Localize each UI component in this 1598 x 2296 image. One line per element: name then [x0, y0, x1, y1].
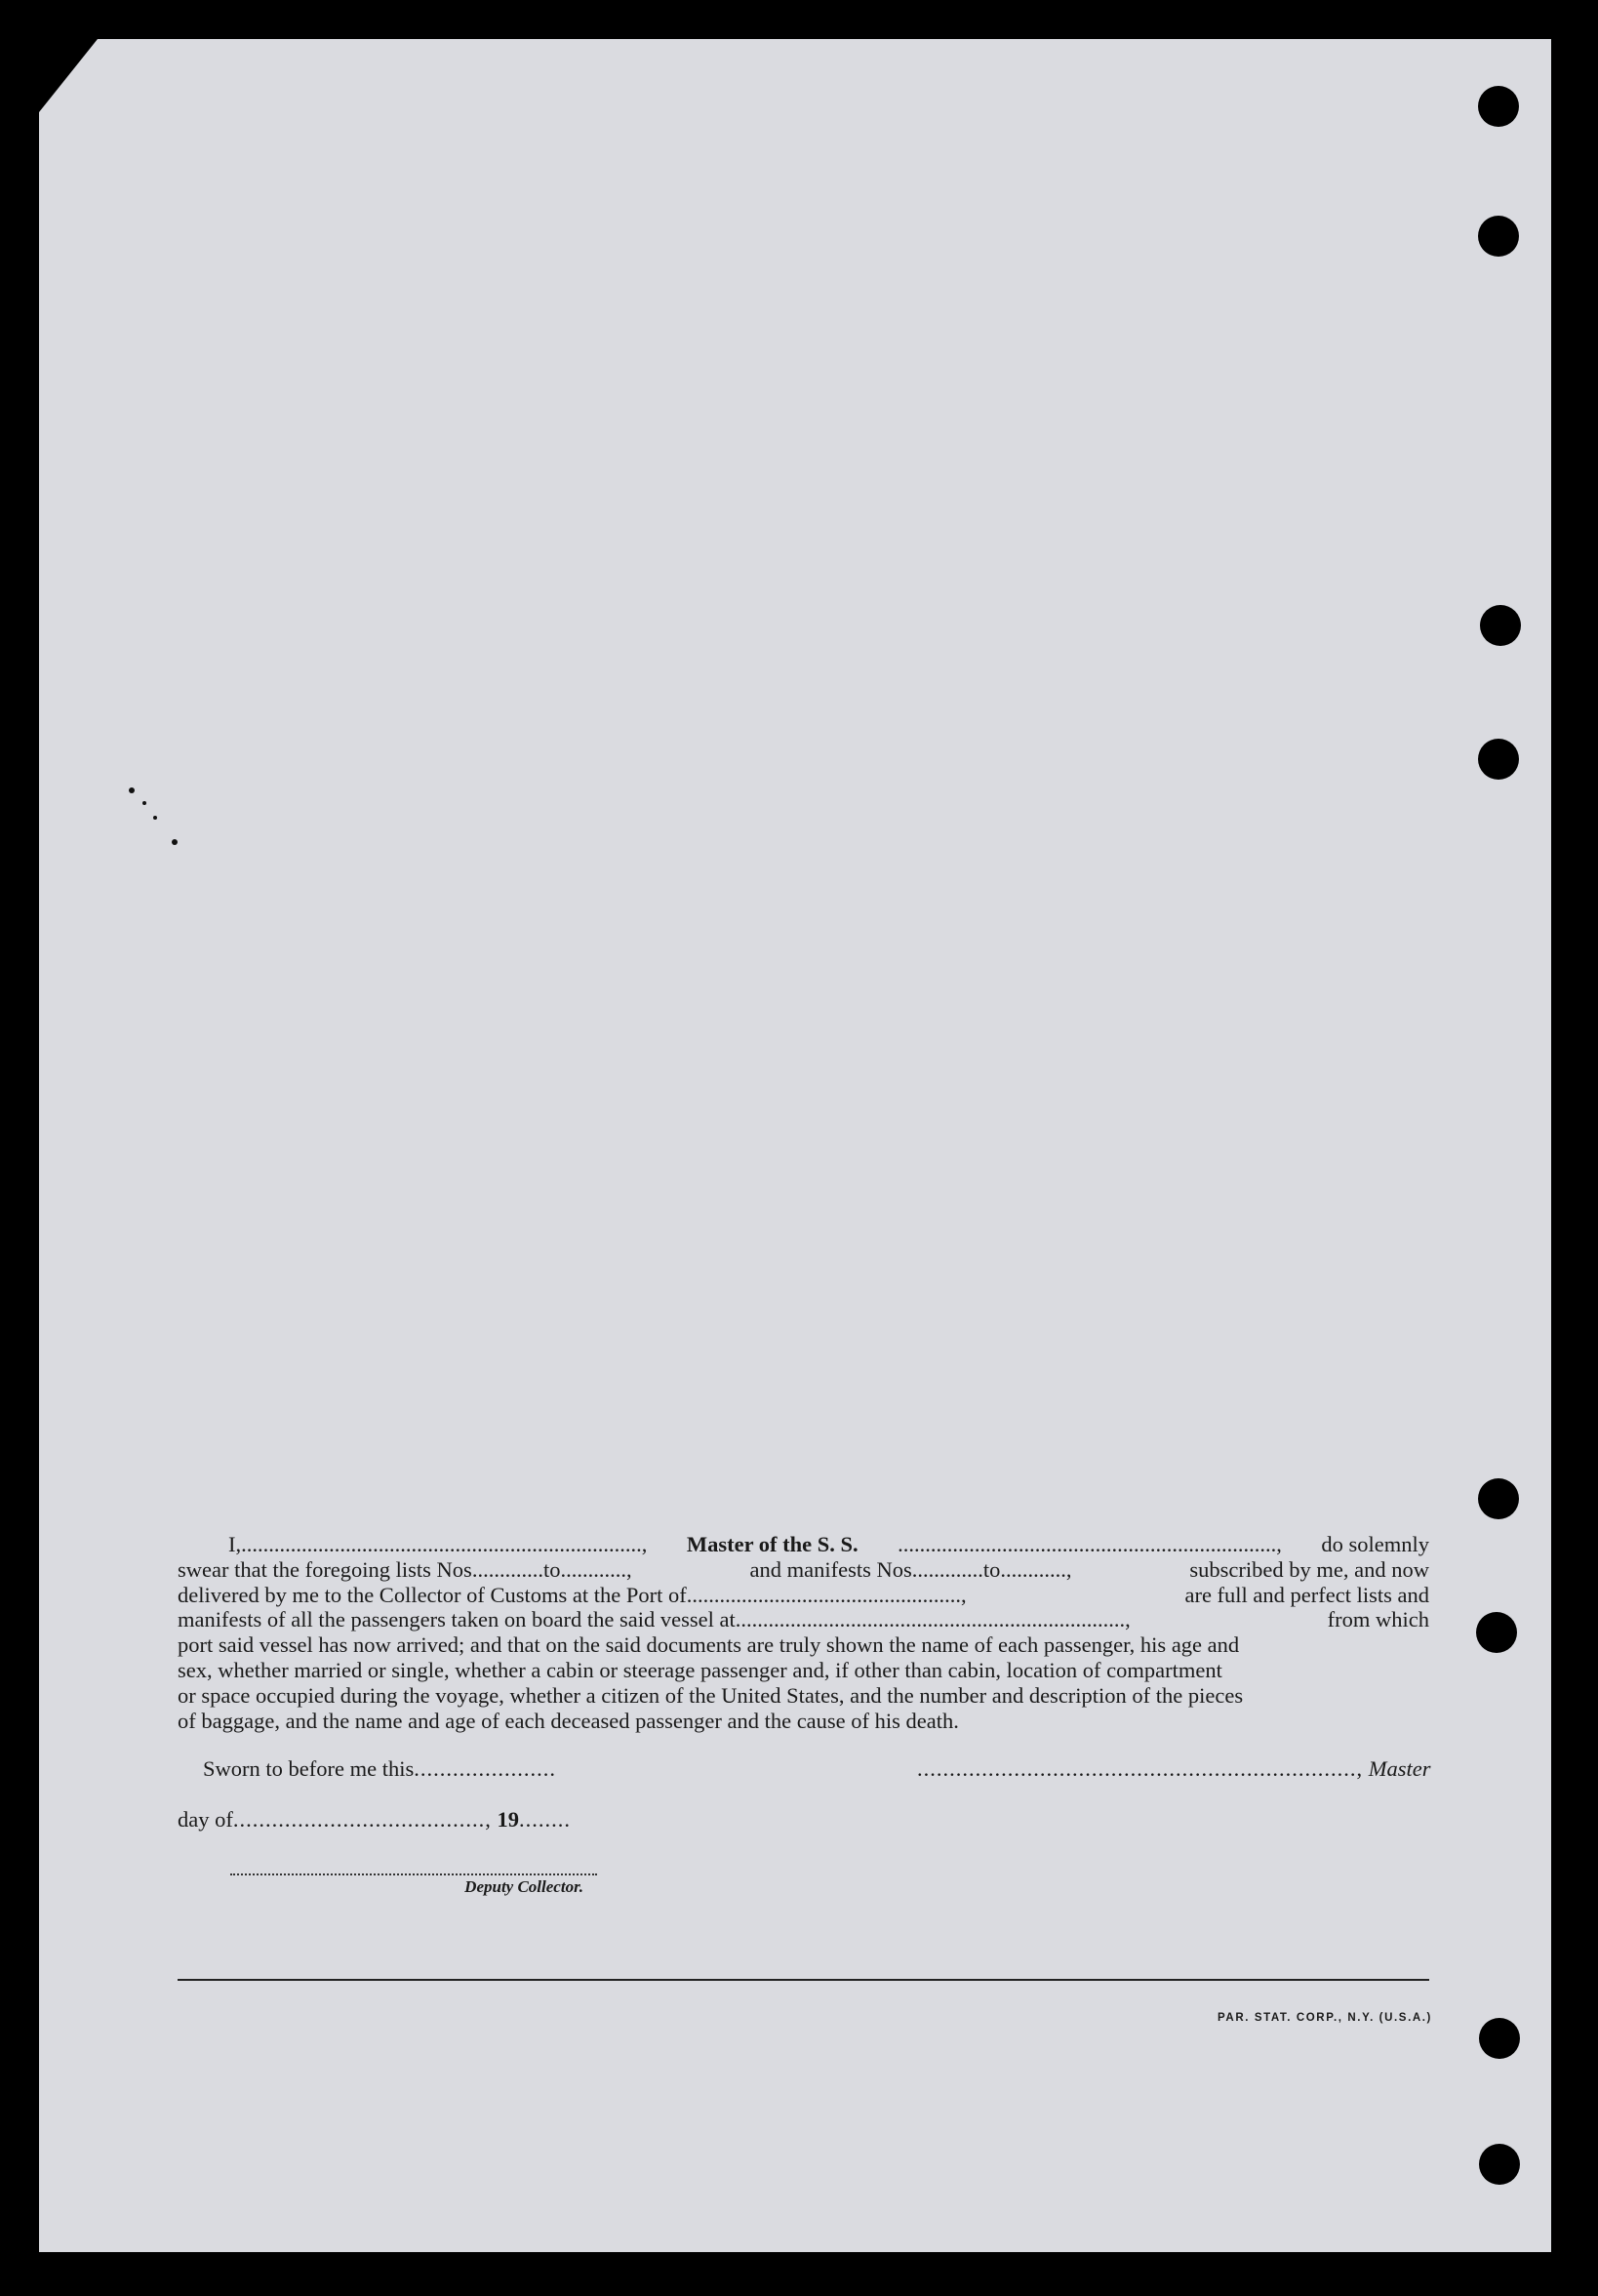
printer-imprint: PAR. STAT. CORP., N.Y. (U.S.A.) [1218, 2012, 1432, 2024]
oath-text: or space occupied during the voyage, whether a citizen of the United States, and the number and description of the pieces [178, 1682, 1244, 1708]
sworn-label: Sworn to before me this [203, 1756, 415, 1781]
oath-blank-name: I,........................................................................., [228, 1532, 648, 1556]
oath-text: from which [1327, 1607, 1429, 1632]
oath-text: sex, whether married or single, whether a cabin or steerage passenger and, if other than cabin, location of compartment [178, 1657, 1222, 1682]
day-of-line [178, 1807, 571, 1833]
oath-text: delivered by me to the Collector of Customs at the Port of.................................................., [178, 1582, 967, 1607]
binder-hole-8 [1479, 2144, 1520, 2185]
oath-text: swear that the foregoing lists Nos.............to............, [178, 1556, 632, 1582]
master-signature-blank: ...................................................................., [917, 1756, 1364, 1781]
masters-oath [178, 1532, 1429, 1733]
master-label: Master [1368, 1756, 1431, 1781]
specks [129, 787, 135, 793]
oath-line-4 [178, 1607, 1429, 1632]
oath-blank-vessel: ....................................................................., [898, 1532, 1282, 1556]
sworn-line [203, 1756, 556, 1782]
oath-text: and manifests Nos.............to............, [749, 1556, 1072, 1582]
year-prefix: 19 [497, 1807, 519, 1832]
binder-hole-7 [1479, 2018, 1520, 2059]
oath-line-3 [178, 1583, 1429, 1608]
binder-hole-4 [1478, 739, 1519, 780]
form-sheet [39, 39, 1551, 2252]
oath-text: of baggage, and the name and age of each deceased passenger and the cause of his death. [178, 1708, 959, 1733]
sworn-blank: ...................... [414, 1756, 556, 1781]
master-signature-line [917, 1756, 1429, 1782]
day-blank: ......................................., [232, 1807, 492, 1832]
binder-hole-1 [1478, 86, 1519, 127]
oath-text: port said vessel has now arrived; and that on the said documents are truly shown the name of each passenger, his age and [178, 1632, 1240, 1658]
oath-text: are full and perfect lists and [1184, 1582, 1429, 1607]
oath-line-7 [178, 1683, 1429, 1709]
footer-rule [178, 1979, 1429, 1981]
specks [153, 816, 157, 820]
oath-line-6 [178, 1658, 1429, 1683]
oath-text: subscribed by me, and now [1189, 1556, 1429, 1582]
oath-line-8 [178, 1709, 1429, 1734]
oath-line-2 [178, 1557, 1429, 1583]
oath-text: do solemnly [1321, 1532, 1429, 1556]
oath-line-5 [178, 1632, 1429, 1658]
specks [172, 839, 178, 845]
specks [142, 801, 146, 805]
day-of-label: day of [178, 1807, 233, 1832]
oath-text: manifests of all the passengers taken on board the said vessel at......................................................................., [178, 1607, 1131, 1632]
binder-hole-3 [1480, 605, 1521, 646]
deputy-signature-blank [230, 1864, 597, 1875]
binder-hole-5 [1478, 1478, 1519, 1519]
oath-line-1 [178, 1532, 1429, 1557]
year-blank: ........ [518, 1807, 571, 1832]
deputy-collector-label: Deputy Collector. [464, 1877, 583, 1896]
oath-master-of-ss: Master of the S. S. [686, 1532, 859, 1556]
binder-hole-2 [1478, 216, 1519, 257]
binder-hole-6 [1476, 1612, 1517, 1653]
